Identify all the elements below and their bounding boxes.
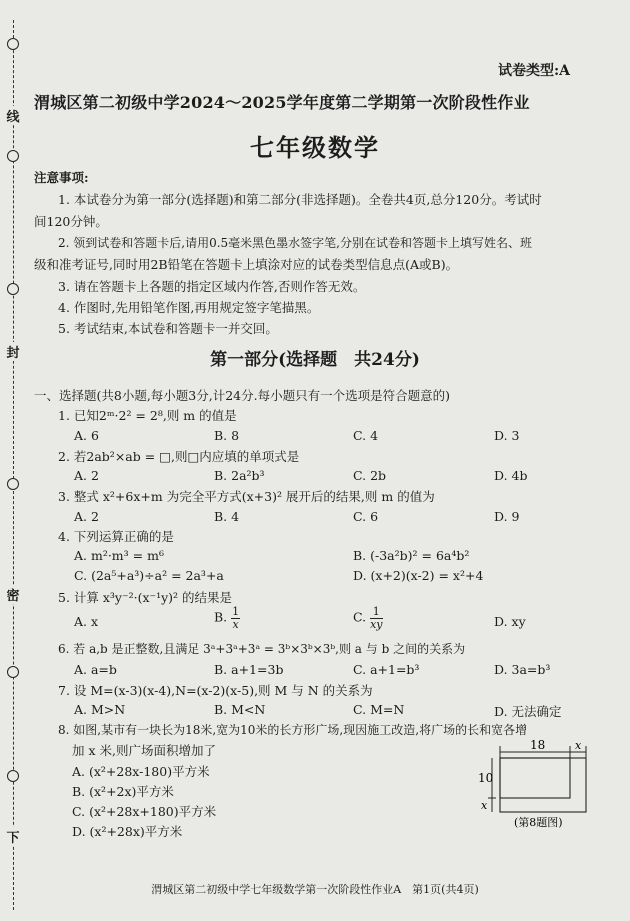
exam-type: 试卷类型:A [498,63,571,79]
question-8-figure [478,738,600,830]
page-footer: 渭城区第二初级中学七年级数学第一次阶段性作业A 第1页(共4页) [151,883,479,896]
notice-line: 4. 作图时,先用铅笔作图,再用规定签字笔描黑。 [58,300,320,315]
notice-line: 间120分钟。 [34,214,108,229]
option-a: A. M>N [74,702,126,717]
option-c: C. (2a⁵+a³)÷a² = 2a³+a [74,568,224,583]
label-x-left: x [481,799,488,812]
fraction-1-over-xy [370,606,382,630]
option-a: A. x [74,614,99,629]
option-d: D. 4b [494,468,528,483]
part-intro: 一、选择题(共8小题,每小题3分,计24分.每小题只有一个选项是符合题意的) [34,388,450,403]
subject-title: 七年级数学 [250,133,380,162]
option-b: B. 4 [214,509,240,524]
question-stem: 3. 整式 x²+6x+m 为完全平方式(x+3)² 展开后的结果,则 m 的值为 [58,489,435,504]
notice-line: 3. 请在答题卡上各题的指定区域内作答,否则作答无效。 [58,279,366,294]
option-d: D. 无法确定 [494,704,562,719]
binding-char: 封 [4,342,22,361]
option-d: D. 9 [494,509,520,524]
fraction-numerator: 1 [232,605,240,618]
fraction-denominator: xy [370,617,383,631]
option-a: A. 6 [74,428,99,443]
notice-line: 5. 考试结束,本试卷和答题卡一并交回。 [58,321,278,336]
enlarged-rectangle [500,758,586,812]
option-a: A. 2 [74,509,99,524]
option-b: B. a+1=3b [214,662,284,677]
option-c: C. 6 [353,509,379,524]
option-c [353,606,383,630]
option-c: C. a+1=b³ [353,662,420,677]
figure-caption: (第8题图) [514,816,563,829]
label-18: 18 [530,738,546,752]
option-c: C. (x²+28x+180)平方米 [72,804,217,819]
question-stem: 7. 设 M=(x-3)(x-4),N=(x-2)(x-5),则 M 与 N 的关系为 [58,683,373,698]
binding-hole-icon [7,478,19,490]
option-b: B. 2a²b³ [214,468,265,483]
exam-title: 渭城区第二初级中学2024～2025学年度第二学期第一次阶段性作业 [34,93,530,112]
question-stem-continued: 加 x 米,则广场面积增加了 [72,743,216,758]
label-x-top: x [575,739,582,752]
binding-char: 密 [4,585,22,604]
notice-line: 级和准考证号,同时用2B铅笔在答题卡上填涂对应的试卷类型信息点(A或B)。 [34,257,459,272]
question-stem: 2. 若2ab²×ab = □,则□内应填的单项式是 [58,449,300,464]
question-stem: 6. 若 a,b 是正整数,且满足 3ᵃ+3ᵃ+3ᵃ = 3ᵇ×3ᵇ×3ᵇ,则 a 与 b 之间的关系为 [58,642,466,656]
notice-heading: 注意事项: [34,170,89,185]
option-b: B. (x²+2x)平方米 [72,784,174,799]
option-d: D. xy [494,614,526,629]
option-b [214,606,240,630]
label-10: 10 [478,771,494,785]
option-b: B. 8 [214,428,240,443]
option-d: D. (x²+28x)平方米 [72,824,183,839]
binding-hole-icon [7,666,19,678]
binding-hole-icon [7,38,19,50]
option-c: C. 2b [353,468,387,483]
option-d: D. (x+2)(x-2) = x²+4 [353,568,484,583]
fraction-denominator: x [232,617,239,631]
original-rectangle [500,758,570,798]
option-b: B. M<N [214,702,266,717]
binding-char: 下 [4,827,22,846]
binding-hole-icon [7,283,19,295]
option-d: D. 3a=b³ [494,662,551,677]
option-a: A. (x²+28x-180)平方米 [72,764,210,779]
option-a: A. m²·m³ = m⁶ [74,548,164,563]
binding-char: 线 [4,106,22,125]
option-c: C. 4 [353,428,379,443]
option-a: A. a=b [74,662,117,677]
notice-line: 1. 本试卷分为第一部分(选择题)和第二部分(非选择题)。全卷共4页,总分120分。考试时 [58,192,542,207]
option-b-label: B. [214,609,228,625]
question-stem: 4. 下列运算正确的是 [58,529,174,544]
option-a: A. 2 [74,468,99,483]
option-c: C. M=N [353,702,405,717]
notice-line: 2. 领到试卷和答题卡后,请用0.5毫米黑色墨水签字笔,分别在试卷和答题卡上填写姓名、班 [58,236,532,250]
question-stem: 1. 已知2ᵐ·2² = 2⁸,则 m 的值是 [58,408,237,423]
rectangle-diagram [478,738,600,830]
question-stem: 5. 计算 x³y⁻²·(x⁻¹y)² 的结果是 [58,590,233,605]
fraction-1-over-x [231,606,240,630]
binding-hole-icon [7,770,19,782]
option-c-label: C. [353,609,367,625]
option-b: B. (-3a²b)² = 6a⁴b² [353,548,470,563]
section-title: 第一部分(选择题 共24分) [210,350,420,370]
option-d: D. 3 [494,428,520,443]
fraction-numerator: 1 [370,606,382,619]
question-stem: 8. 如图,某市有一块长为18米,宽为10米的长方形广场,现因施工改造,将广场的长和宽各增 [58,723,528,737]
